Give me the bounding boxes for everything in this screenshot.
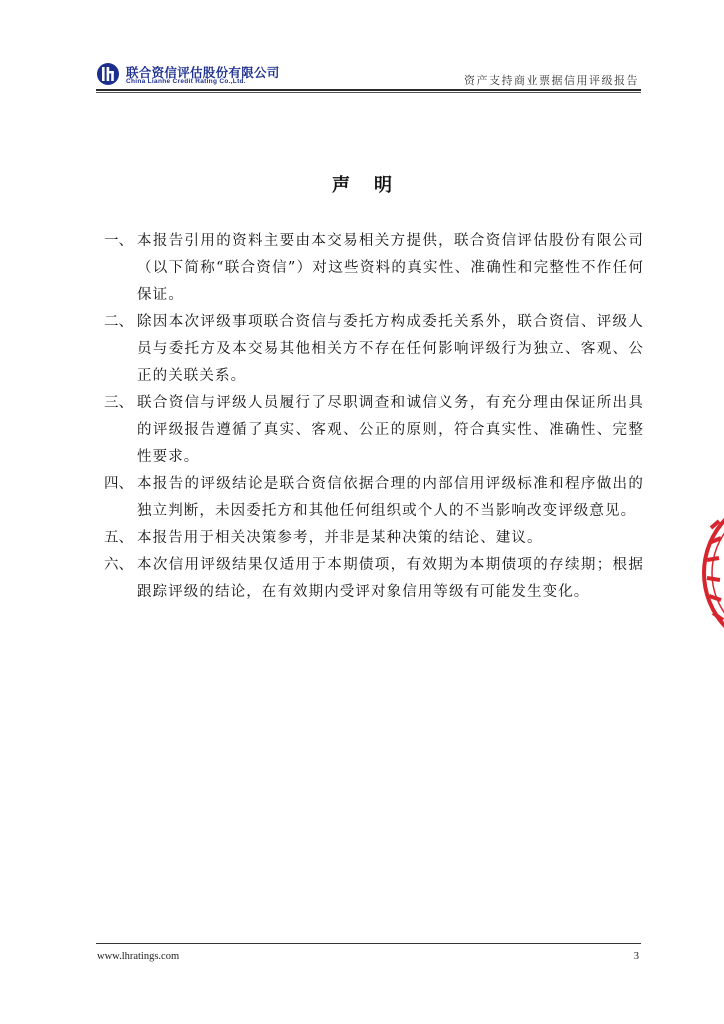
- statement-marker: 二、: [104, 314, 133, 330]
- statement-text: 本报告用于相关决策参考，并非是某种决策的结论、建议。: [137, 530, 543, 546]
- statement-item: [104, 552, 644, 606]
- page-number: 3: [633, 951, 639, 962]
- page-header: [96, 62, 641, 88]
- statement-text: 本报告的评级结论是联合资信依据合理的内部信用评级标准和程序做出的独立判断，未因委托方和其他任何组织或个人的不当影响改变评级意见。: [137, 476, 644, 519]
- statement-text: 本次信用评级结果仅适用于本期债项，有效期为本期债项的存续期；根据跟踪评级的结论，在有效期内受评对象信用等级有可能发生变化。: [137, 557, 644, 600]
- footer-website: www.lhratings.com: [97, 951, 180, 962]
- statement-item: [104, 525, 644, 552]
- lianhe-logo-icon: [96, 62, 120, 86]
- statement-item: [104, 309, 644, 390]
- report-type: 资产支持商业票据信用评级报告: [464, 74, 639, 87]
- footer-divider: [96, 943, 641, 944]
- statement-marker: 三、: [104, 395, 133, 411]
- statement-item: [104, 390, 644, 471]
- statement-item: [104, 228, 644, 309]
- statement-marker: 四、: [104, 476, 133, 492]
- red-seal-stamp-icon: [697, 488, 724, 658]
- statement-marker: 六、: [104, 557, 133, 573]
- statement-marker: 一、: [104, 233, 133, 249]
- statement-list: [104, 228, 644, 606]
- statement-text: 本报告引用的资料主要由本交易相关方提供，联合资信评估股份有限公司（以下简称“联合资信”）对这些资料的真实性、准确性和完整性不作任何保证。: [137, 233, 644, 303]
- company-name-cn: 联合资信评估股份有限公司: [126, 65, 280, 80]
- statement-text: 除因本次评级事项联合资信与委托方构成委托关系外，联合资信、评级人员与委托方及本交易其他相关方不存在任何影响评级行为独立、客观、公正的关联关系。: [137, 314, 644, 384]
- company-name-en: China Lianhe Credit Rating Co.,Ltd.: [126, 78, 246, 85]
- statement-item: [104, 471, 644, 525]
- header-divider-thin: [96, 92, 641, 93]
- header-divider: [96, 89, 641, 91]
- statement-marker: 五、: [104, 530, 133, 546]
- statement-text: 联合资信与评级人员履行了尽职调查和诚信义务，有充分理由保证所出具的评级报告遵循了真实、客观、公正的原则，符合真实性、准确性、完整性要求。: [137, 395, 644, 465]
- page-title: 声明: [332, 175, 416, 196]
